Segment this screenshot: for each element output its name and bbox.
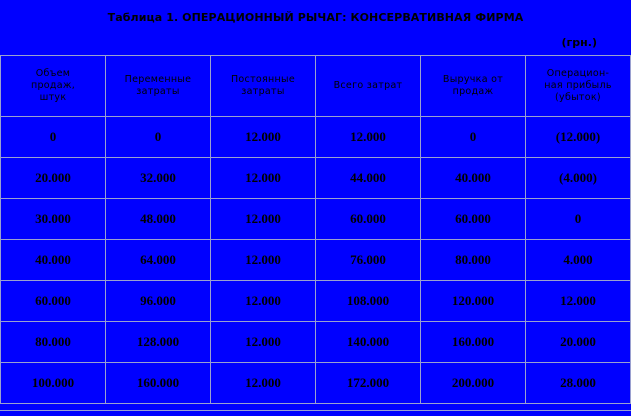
cell-total-costs: 172.000 — [316, 363, 421, 404]
cell-sales-revenue: 120.000 — [421, 281, 526, 322]
currency-unit: (грн.) — [561, 36, 597, 49]
table-row — [1, 322, 631, 363]
cell-variable-costs: 32.000 — [106, 158, 211, 199]
cell-sales-revenue: 40.000 — [421, 158, 526, 199]
cell-sales-revenue: 200.000 — [421, 363, 526, 404]
table-row — [1, 117, 631, 158]
table-row — [1, 363, 631, 404]
cell-sales-volume: 0 — [1, 117, 106, 158]
cell-sales-revenue: 0 — [421, 117, 526, 158]
table-row — [1, 158, 631, 199]
cell-sales-revenue: 160.000 — [421, 322, 526, 363]
cell-sales-volume: 40.000 — [1, 240, 106, 281]
table-row — [1, 281, 631, 322]
header-sales-revenue: Выручка от продаж — [421, 56, 526, 117]
header-fixed-costs: Постоянные затраты — [211, 56, 316, 117]
cell-variable-costs: 160.000 — [106, 363, 211, 404]
cell-fixed-costs: 12.000 — [211, 199, 316, 240]
cell-variable-costs: 0 — [106, 117, 211, 158]
cell-sales-revenue: 60.000 — [421, 199, 526, 240]
cell-total-costs: 76.000 — [316, 240, 421, 281]
cell-operating-profit: 28.000 — [526, 363, 631, 404]
cell-operating-profit: 12.000 — [526, 281, 631, 322]
cell-operating-profit: (4.000) — [526, 158, 631, 199]
header-operating-profit: Операцион- ная прибыль (убыток) — [526, 56, 631, 117]
cell-operating-profit: 4.000 — [526, 240, 631, 281]
cell-fixed-costs: 12.000 — [211, 281, 316, 322]
cell-variable-costs: 128.000 — [106, 322, 211, 363]
cell-sales-volume: 30.000 — [1, 199, 106, 240]
cell-operating-profit: (12.000) — [526, 117, 631, 158]
cell-sales-volume: 80.000 — [1, 322, 106, 363]
header-sales-volume: Объем продаж, штук — [1, 56, 106, 117]
bottom-divider — [0, 410, 631, 414]
cell-fixed-costs: 12.000 — [211, 158, 316, 199]
cell-sales-volume: 100.000 — [1, 363, 106, 404]
cell-fixed-costs: 12.000 — [211, 240, 316, 281]
cell-total-costs: 44.000 — [316, 158, 421, 199]
cell-fixed-costs: 12.000 — [211, 322, 316, 363]
cell-sales-volume: 60.000 — [1, 281, 106, 322]
cell-variable-costs: 48.000 — [106, 199, 211, 240]
table-row — [1, 240, 631, 281]
cell-fixed-costs: 12.000 — [211, 363, 316, 404]
table-title: Таблица 1. ОПЕРАЦИОННЫЙ РЫЧАГ: КОНСЕРВАТИВНАЯ ФИРМА — [107, 11, 524, 24]
cell-variable-costs: 96.000 — [106, 281, 211, 322]
table-row — [1, 199, 631, 240]
cell-operating-profit: 0 — [526, 199, 631, 240]
table-header-row — [1, 56, 631, 117]
cell-sales-volume: 20.000 — [1, 158, 106, 199]
cell-total-costs: 140.000 — [316, 322, 421, 363]
header-total-costs: Всего затрат — [316, 56, 421, 117]
operating-leverage-table — [0, 55, 631, 404]
cell-fixed-costs: 12.000 — [211, 117, 316, 158]
cell-operating-profit: 20.000 — [526, 322, 631, 363]
cell-total-costs: 108.000 — [316, 281, 421, 322]
header-variable-costs: Переменные затраты — [106, 56, 211, 117]
cell-sales-revenue: 80.000 — [421, 240, 526, 281]
cell-total-costs: 60.000 — [316, 199, 421, 240]
cell-total-costs: 12.000 — [316, 117, 421, 158]
cell-variable-costs: 64.000 — [106, 240, 211, 281]
